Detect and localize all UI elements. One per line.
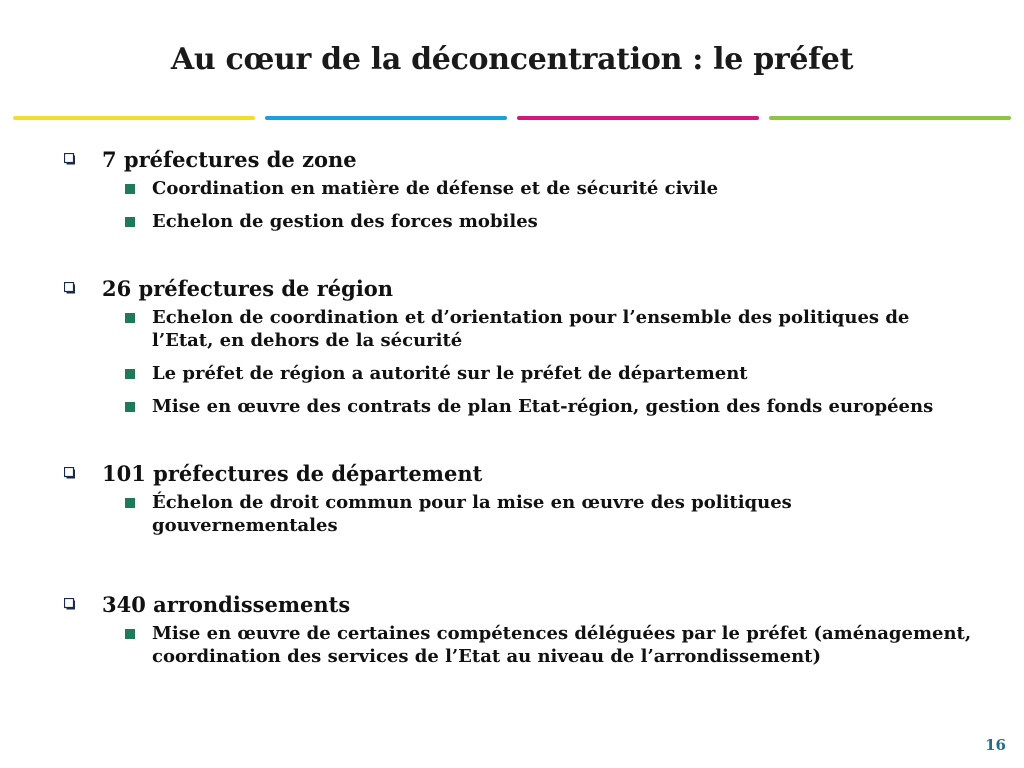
square-bullet-icon [125, 217, 135, 227]
blue-bar [265, 116, 507, 120]
section-region [62, 275, 1002, 418]
section-heading-text: 26 préfectures de région [102, 276, 394, 301]
color-bar-divider [13, 116, 1011, 121]
list-item [62, 622, 1002, 668]
list-item [62, 395, 1002, 418]
square-bullet-icon [125, 498, 135, 508]
square-bullet-icon [125, 369, 135, 379]
sub-list [62, 622, 1002, 668]
section-departement [62, 460, 1002, 537]
list-item-text: Mise en œuvre de certaines compétences déléguées par le préfet (aménagement, coordination des services de l’Etat au niveau de l’arrondissement) [152, 623, 972, 667]
yellow-bar [13, 116, 255, 120]
square-bullet-icon [125, 313, 135, 323]
list-item [62, 491, 1002, 537]
section-heading-text: 7 préfectures de zone [102, 147, 357, 172]
checkbox-bullet-icon [64, 282, 76, 294]
checkbox-bullet-icon [64, 598, 76, 610]
section-heading [62, 460, 1002, 488]
section-heading-text: 340 arrondissements [102, 592, 351, 617]
section-heading [62, 146, 1002, 174]
section-arrondissements [62, 591, 1002, 668]
list-item [62, 210, 1002, 233]
square-bullet-icon [125, 629, 135, 639]
square-bullet-icon [125, 184, 135, 194]
list-item [62, 177, 1002, 200]
sub-list [62, 306, 1002, 418]
sub-list [62, 491, 1002, 537]
section-heading [62, 275, 1002, 303]
list-item [62, 306, 1002, 352]
list-item [62, 362, 1002, 385]
slide-title: Au cœur de la déconcentration : le préfet [170, 42, 854, 77]
magenta-bar [517, 116, 759, 120]
page-number: 16 [985, 736, 1006, 754]
slide-content [62, 146, 1002, 678]
list-item-text: Echelon de coordination et d’orientation pour l’ensemble des politiques de l’Etat, en dehors de la sécurité [152, 307, 910, 351]
section-heading [62, 591, 1002, 619]
checkbox-bullet-icon [64, 153, 76, 165]
list-item-text: Coordination en matière de défense et de sécurité civile [152, 178, 719, 199]
section-zone [62, 146, 1002, 233]
sub-list [62, 177, 1002, 233]
list-item-text: Echelon de gestion des forces mobiles [152, 211, 538, 232]
list-item-text: Mise en œuvre des contrats de plan Etat-région, gestion des fonds européens [152, 396, 934, 417]
section-heading-text: 101 préfectures de département [102, 461, 483, 486]
list-item-text: Échelon de droit commun pour la mise en œuvre des politiques gouvernementales [152, 492, 792, 536]
checkbox-bullet-icon [64, 467, 76, 479]
square-bullet-icon [125, 402, 135, 412]
green-bar [769, 116, 1011, 120]
list-item-text: Le préfet de région a autorité sur le préfet de département [152, 363, 748, 384]
